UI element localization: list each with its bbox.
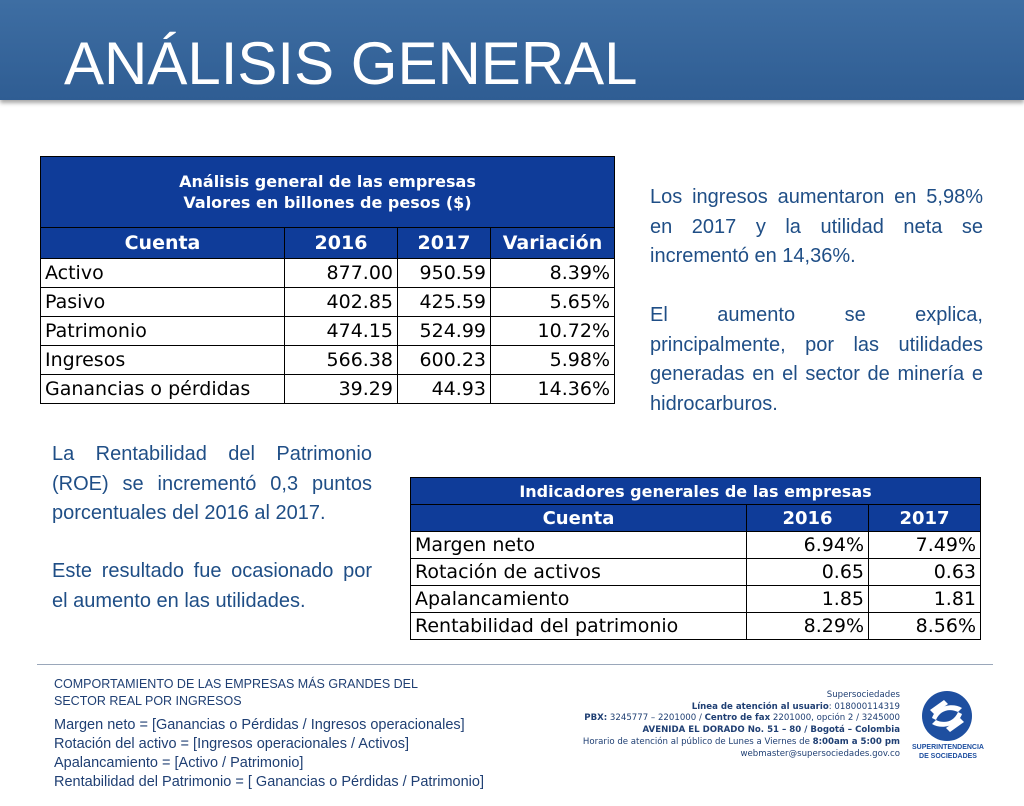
cell-variacion: 10.72% [491, 317, 615, 346]
table-row [41, 259, 615, 288]
cell-2016: 0.65 [747, 559, 869, 586]
cell-2017: 8.56% [869, 613, 981, 640]
contact-fax-value: 2201000, opción 2 / 3245000 [770, 713, 900, 724]
contact-info [560, 690, 900, 760]
table2-header-2017: 2017 [869, 505, 981, 532]
table-row [41, 317, 615, 346]
cell-variacion: 5.98% [491, 346, 615, 375]
table1-header-variacion: Variación [491, 228, 615, 259]
cell-cuenta: Ganancias o pérdidas [41, 375, 285, 404]
table1-caption-line1: Análisis general de las empresas [179, 172, 476, 191]
cell-cuenta: Rentabilidad del patrimonio [411, 613, 747, 640]
table2-caption: Indicadores generales de las empresas [411, 478, 981, 505]
table1-header-2016: 2016 [285, 228, 398, 259]
contact-address: AVENIDA EL DORADO No. 51 – 80 / Bogotá – Colombia [642, 725, 900, 736]
table1-caption [41, 157, 615, 228]
contact-line-value: : 018000114319 [828, 701, 900, 712]
page-title: ANÁLISIS GENERAL [64, 30, 638, 97]
table2-header-cuenta: Cuenta [411, 505, 747, 532]
table-row [41, 346, 615, 375]
table1-caption-line2: Valores en billones de pesos ($) [183, 193, 472, 212]
table-row [411, 532, 981, 559]
logo-label [906, 744, 990, 761]
cell-2017: 600.23 [398, 346, 491, 375]
table-row [411, 613, 981, 640]
roe-cause-text: Este resultado fue ocasionado por el aumento en las utilidades. [52, 560, 372, 612]
cell-variacion: 5.65% [491, 288, 615, 317]
cell-2016: 1.85 [747, 586, 869, 613]
cell-2016: 566.38 [285, 346, 398, 375]
formula-item: Rotación del activo = [Ingresos operacionales / Activos] [54, 736, 410, 752]
cell-cuenta: Activo [41, 259, 285, 288]
cell-2017: 425.59 [398, 288, 491, 317]
contact-fax-label: Centro de fax [704, 713, 771, 724]
formula-list [54, 716, 484, 792]
footer-title: COMPORTAMIENTO DE LAS EMPRESAS MÁS GRANDES DEL SECTOR REAL POR INGRESOS [54, 677, 418, 708]
cell-2017: 44.93 [398, 375, 491, 404]
cell-cuenta: Pasivo [41, 288, 285, 317]
cell-cuenta: Patrimonio [41, 317, 285, 346]
footer-divider [37, 664, 993, 665]
cell-variacion: 8.39% [491, 259, 615, 288]
contact-pbx-label: PBX: [584, 713, 608, 724]
cell-2016: 402.85 [285, 288, 398, 317]
cell-2016: 8.29% [747, 613, 869, 640]
cell-2017: 0.63 [869, 559, 981, 586]
table1-header-cuenta: Cuenta [41, 228, 285, 259]
logo-line2: DE SOCIEDADES [919, 752, 977, 760]
formula-item: Apalancamiento = [Activo / Patrimonio] [54, 755, 304, 771]
cell-cuenta: Apalancamiento [411, 586, 747, 613]
contact-pbx-value: 3245777 – 2201000 / [607, 713, 705, 724]
table-row [41, 288, 615, 317]
cell-2016: 877.00 [285, 259, 398, 288]
contact-org: Supersociedades [826, 690, 900, 700]
formula-item: Rentabilidad del Patrimonio = [ Ganancias o Pérdidas / Patrimonio] [54, 774, 485, 790]
cell-2017: 1.81 [869, 586, 981, 613]
contact-pbx [560, 713, 900, 725]
revenue-growth-text: Los ingresos aumentaron en 5,98% en 2017 y la utilidad neta se incrementó en 14,36%. [650, 186, 983, 267]
indicators-table [410, 477, 981, 640]
contact-line-label: Línea de atención al usuario [691, 701, 829, 712]
cell-2016: 39.29 [285, 375, 398, 404]
cell-variacion: 14.36% [491, 375, 615, 404]
table2-header-2016: 2016 [747, 505, 869, 532]
general-analysis-table [40, 156, 615, 404]
table1-header-2017: 2017 [398, 228, 491, 259]
formula-item: Margen neto = [Ganancias o Pérdidas / Ingresos operacionales] [54, 717, 465, 733]
contact-hours [560, 737, 900, 749]
table-row [411, 559, 981, 586]
header-bar [0, 0, 1024, 100]
cell-2017: 7.49% [869, 532, 981, 559]
contact-email[interactable]: webmaster@supersociedades.gov.co [740, 748, 900, 759]
contact-hours-text: Horario de atención al público de Lunes a Viernes de [582, 736, 813, 747]
cell-2016: 6.94% [747, 532, 869, 559]
cell-2017: 950.59 [398, 259, 491, 288]
cell-cuenta: Rotación de activos [411, 559, 747, 586]
table-row [41, 375, 615, 404]
logo-line1: SUPERINTENDENCIA [912, 744, 984, 751]
roe-text: La Rentabilidad del Patrimonio (ROE) se incrementó 0,3 puntos porcentuales del 2016 al 2017. [52, 443, 372, 524]
cell-cuenta: Margen neto [411, 532, 747, 559]
table-row [411, 586, 981, 613]
contact-hours-value: 8:00am a 5:00 pm [812, 736, 900, 747]
cell-cuenta: Ingresos [41, 346, 285, 375]
cell-2017: 524.99 [398, 317, 491, 346]
explanation-text: El aumento se explica, principalmente, por las utilidades generadas en el sector de minería e hidrocarburos. [650, 304, 983, 415]
contact-line [560, 702, 900, 714]
cell-2016: 474.15 [285, 317, 398, 346]
